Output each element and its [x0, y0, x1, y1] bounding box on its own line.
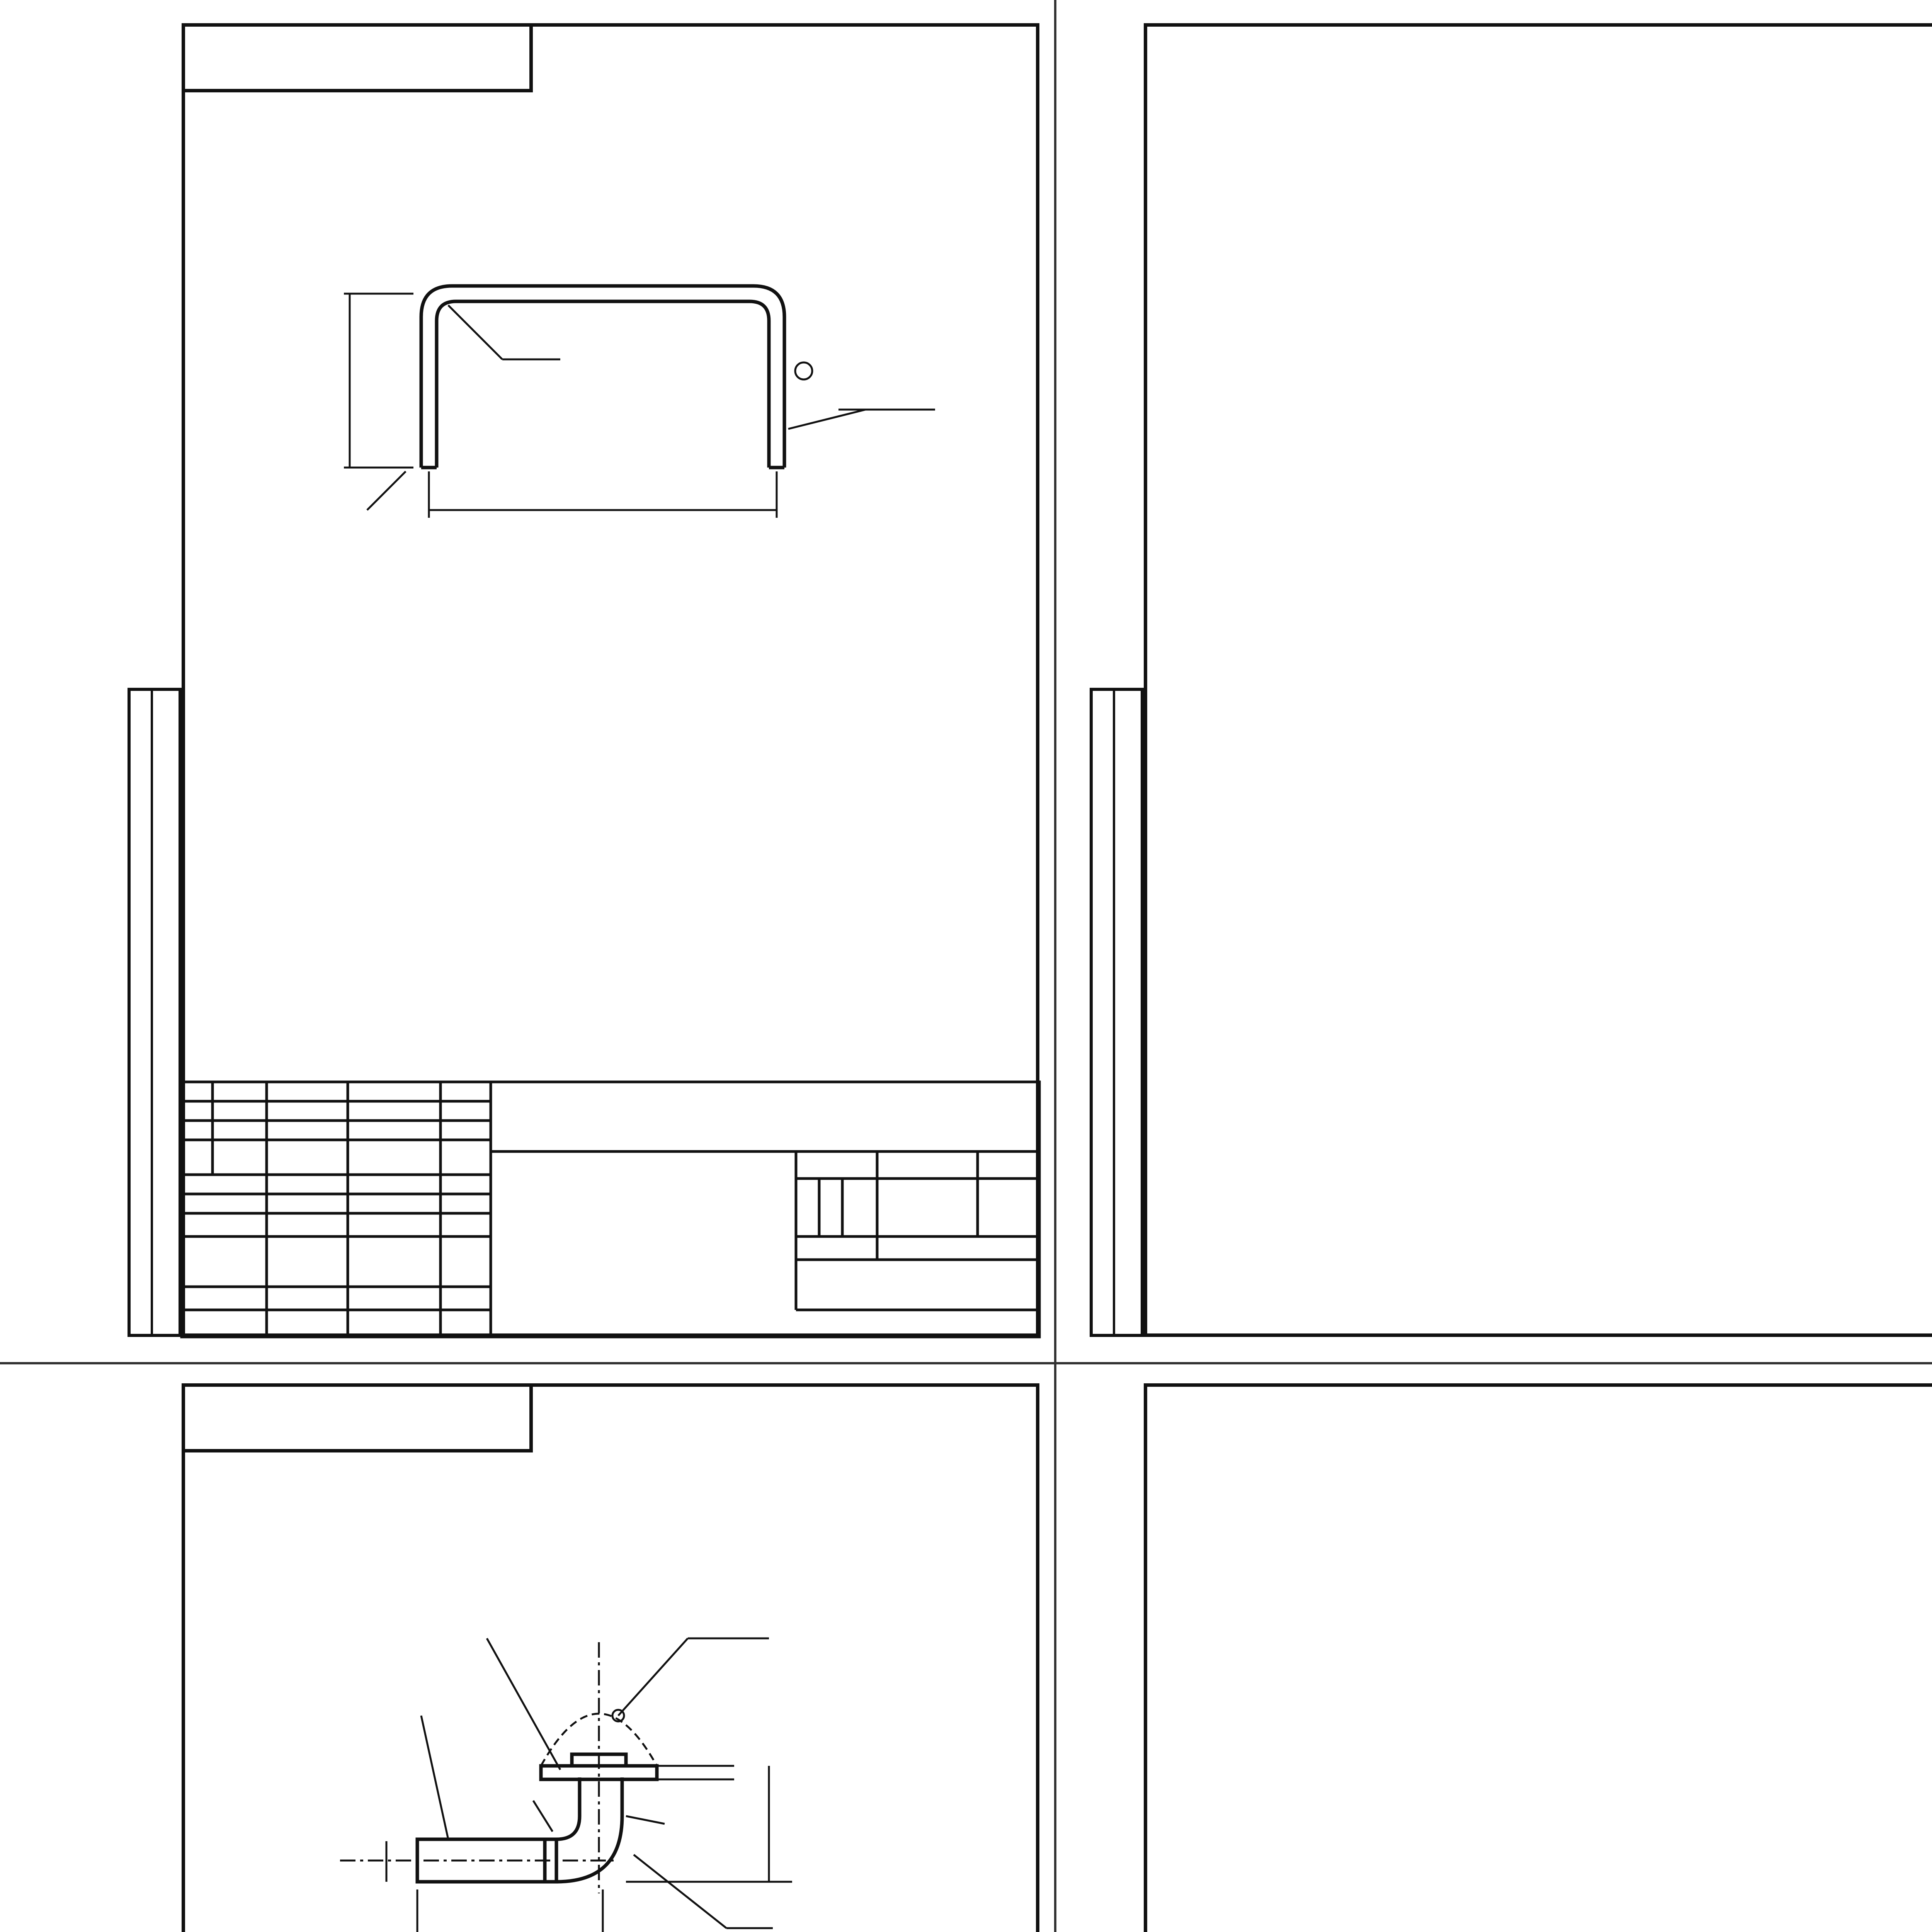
- sheet-spec-pipe: [1144, 1383, 1932, 1932]
